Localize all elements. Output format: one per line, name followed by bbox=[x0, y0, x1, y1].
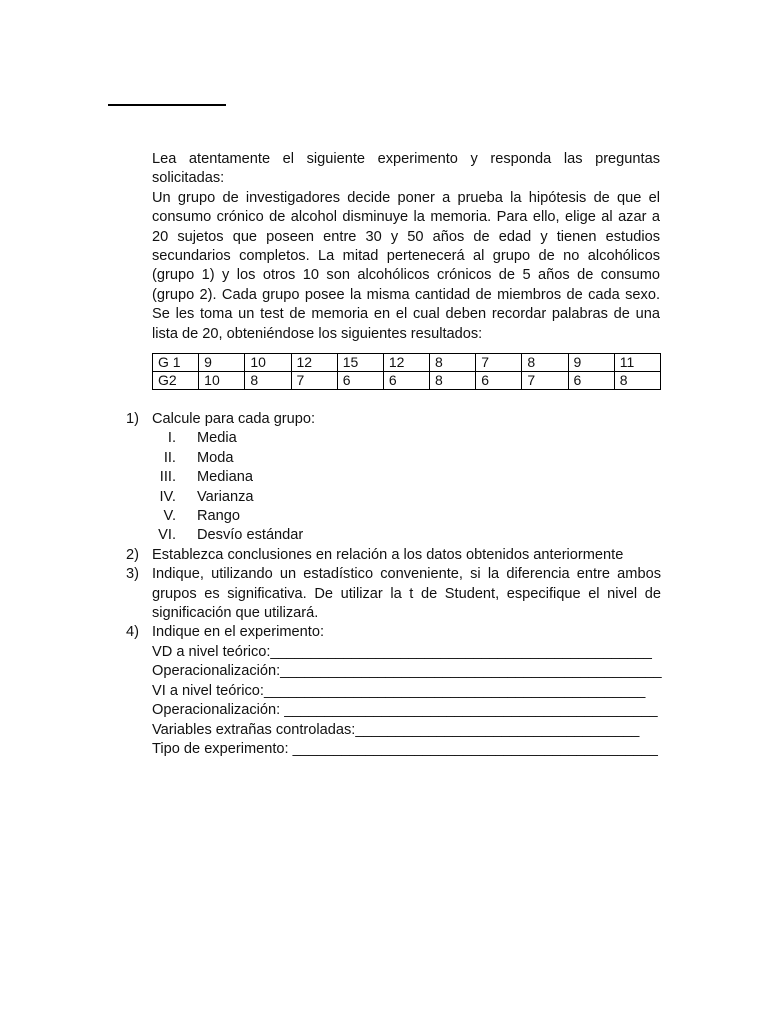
table-cell: 9 bbox=[568, 354, 614, 372]
table-cell: G2 bbox=[153, 372, 199, 390]
blank-line-variables-extranas: Variables extrañas controladas:___________________________________ bbox=[152, 721, 640, 738]
table-cell: 10 bbox=[245, 354, 291, 372]
roman-numeral: III. bbox=[159, 469, 176, 486]
table-cell: 6 bbox=[476, 372, 522, 390]
list-item bbox=[152, 526, 661, 545]
table-row bbox=[153, 354, 661, 372]
question-number: 1) bbox=[126, 411, 139, 427]
table-cell: 6 bbox=[337, 372, 383, 390]
question-text: Indique en el experimento: bbox=[152, 624, 324, 641]
list-item-label: Moda bbox=[197, 449, 234, 466]
table-cell: 11 bbox=[614, 354, 660, 372]
table-cell: 12 bbox=[291, 354, 337, 372]
list-item bbox=[152, 468, 661, 487]
list-item-label: Varianza bbox=[197, 488, 254, 505]
question-text: Indique, utilizando un estadístico conveniente, si la diferencia entre ambos grupos es significativa. De utilizar la t de Student, especifique el nivel de significación que utilizará. bbox=[152, 566, 661, 622]
table-cell: 8 bbox=[430, 354, 476, 372]
table-cell: 8 bbox=[522, 354, 568, 372]
table-cell: 8 bbox=[430, 372, 476, 390]
table-cell: 8 bbox=[245, 372, 291, 390]
blank-line-vi-teorico: VI a nivel teórico:_______________________________________________ bbox=[152, 682, 646, 699]
table-cell: 7 bbox=[522, 372, 568, 390]
question-number: 3) bbox=[126, 566, 139, 583]
table-cell: 6 bbox=[383, 372, 429, 390]
table-cell: 9 bbox=[199, 354, 245, 372]
results-table bbox=[152, 353, 661, 390]
question-2 bbox=[126, 546, 661, 565]
question-text: Calcule para cada grupo: bbox=[152, 411, 316, 427]
question-text: Establezca conclusiones en relación a los datos obtenidos anteriormente bbox=[152, 546, 624, 563]
list-item bbox=[152, 429, 661, 448]
list-item-label: Media bbox=[197, 430, 237, 447]
table-cell: 6 bbox=[568, 372, 614, 390]
table-cell: G 1 bbox=[153, 354, 199, 372]
blank-line-tipo-experimento: Tipo de experimento: _____________________________________________ bbox=[152, 740, 658, 757]
table-cell: 8 bbox=[614, 372, 660, 390]
roman-numeral: V. bbox=[163, 508, 176, 525]
table-row bbox=[153, 372, 661, 390]
top-rule bbox=[108, 104, 226, 106]
table-cell: 10 bbox=[199, 372, 245, 390]
question-4 bbox=[126, 623, 661, 759]
table-cell: 7 bbox=[476, 354, 522, 372]
intro-instructions: Lea atentamente el siguiente experimento y responda las preguntas solicitadas: bbox=[152, 151, 660, 187]
question-3 bbox=[126, 565, 661, 623]
intro-experiment-description: Un grupo de investigadores decide poner a prueba la hipótesis de que el consumo crónico de alcohol disminuye la memoria. Para ello, elige al azar a 20 sujetos que poseen entre 30 y 50 años de edad y tienen estudios secundarios completos. La mitad pertenecerá al grupo de no alcohólicos (grupo 1) y los otros 10 son alcohólicos crónicos de 5 años de consumo (grupo 2). Cada grupo posee la misma cantidad de miembros de cada sexo. Se les toma un test de memoria en el cual deben recordar palabras de una lista de 20, obteniéndose los siguientes resultados: bbox=[152, 189, 660, 342]
roman-numeral: IV. bbox=[159, 488, 176, 505]
blank-line-vd-teorico: VD a nivel teórico:_______________________________________________ bbox=[152, 643, 652, 660]
question-1 bbox=[126, 410, 661, 546]
roman-numeral: II. bbox=[163, 449, 176, 466]
blank-line-vd-operacionalizacion: Operacionalización:_______________________________________________ bbox=[152, 663, 662, 680]
list-item bbox=[152, 449, 661, 468]
blank-line-vi-operacionalizacion: Operacionalización: ______________________________________________ bbox=[152, 702, 658, 719]
questions-list bbox=[126, 410, 661, 759]
list-item-label: Rango bbox=[197, 508, 241, 525]
list-item bbox=[152, 488, 661, 507]
roman-numeral: VI. bbox=[158, 527, 176, 544]
table-cell: 15 bbox=[337, 354, 383, 372]
intro-block bbox=[152, 150, 660, 344]
list-item-label: Mediana bbox=[197, 469, 253, 486]
roman-numeral: I. bbox=[167, 430, 176, 447]
list-item-label: Desvío estándar bbox=[197, 527, 304, 544]
table-cell: 12 bbox=[383, 354, 429, 372]
question-number: 4) bbox=[126, 624, 139, 641]
table-cell: 7 bbox=[291, 372, 337, 390]
list-item bbox=[152, 507, 661, 526]
question-number: 2) bbox=[126, 546, 139, 563]
